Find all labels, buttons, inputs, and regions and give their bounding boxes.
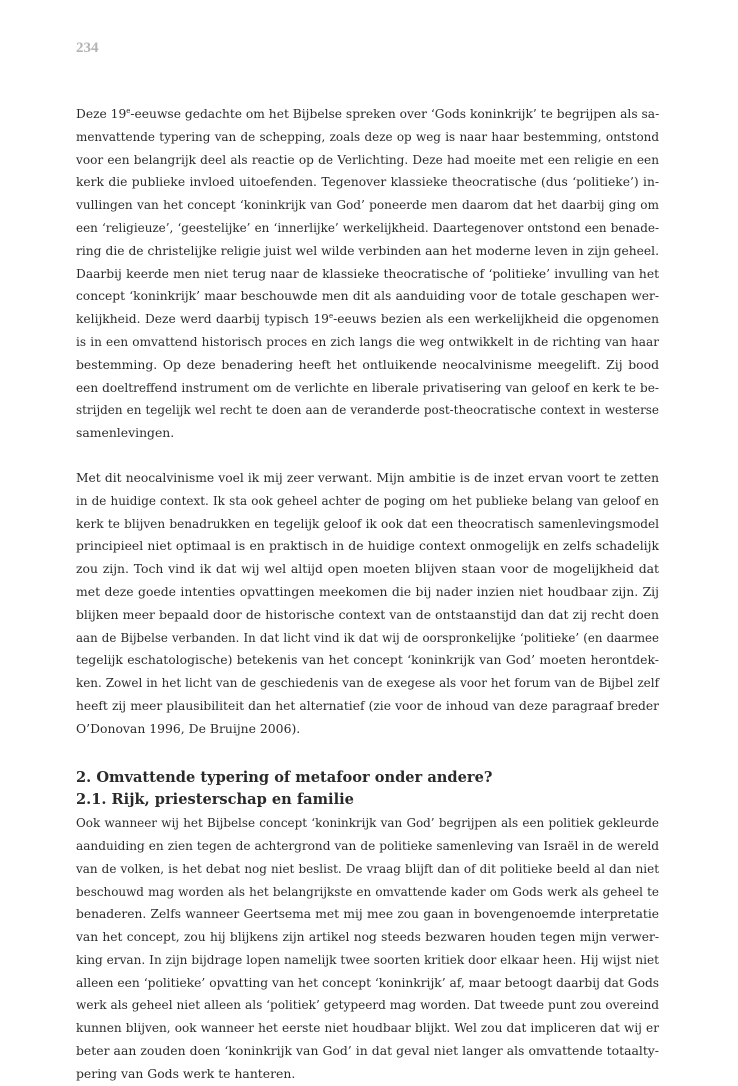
text-line: samenlevingen. xyxy=(76,425,175,441)
text-line: voor een belangrijk deel als reactie op de Verlichting. Deze had moeite met een religie en een xyxy=(76,152,659,167)
paragraph-spacer xyxy=(76,445,659,467)
text-line: in de huidige context. Ik sta ook geheel achter de poging om het publieke belang van geloof en xyxy=(76,493,659,508)
subsection-heading: 2.1. Rijk, priesterschap en familie xyxy=(76,791,354,809)
text-line: beschouwd mag worden als het belangrijkste en omvattende kader om Gods werk als geheel te xyxy=(76,884,659,899)
section-heading: 2. Omvattende typering of metafoor onder andere? xyxy=(76,768,493,786)
section-spacer xyxy=(76,741,659,767)
text-line: king ervan. In zijn bijdrage lopen namelijk twee soorten kritiek door elkaar heen. Hij wijst niet xyxy=(76,952,659,967)
text-line: bestemming. Op deze benadering heeft het ontluikende neocalvinisme meegelift. Zij bood xyxy=(76,356,659,372)
text-line: pering van Gods werk te hanteren. xyxy=(76,1065,296,1081)
text-line: alleen een ‘politieke’ opvatting van het concept ‘koninkrijk’ af, maar betoogt daarbij dat Gods xyxy=(76,975,660,990)
text-line: Ook wanneer wij het Bijbelse concept ‘koninkrijk van God’ begrijpen als een politiek gekleurde xyxy=(76,816,659,831)
text-line: een doeltreffend instrument om de verlichte en liberale privatisering van geloof en kerk te be- xyxy=(76,380,659,395)
paragraph-3 xyxy=(76,812,659,1086)
text-line: is in een omvattend historisch proces en zich langs die weg ontwikkelt in de richting van haar xyxy=(76,334,659,349)
text-line: tegelijk eschatologische) betekenis van het concept ‘koninkrijk van God’ moeten herontdek- xyxy=(76,652,659,668)
text-line: concept ‘koninkrijk’ maar beschouwde men dit als aanduiding voor de totale geschapen wer- xyxy=(76,289,659,304)
text-line: ken. Zowel in het licht van de geschiedenis van de exegese als voor het forum van de Bijbel zelf xyxy=(76,676,659,691)
text-line: principieel niet optimaal is en praktisch in de huidige context onmogelijk en zelfs schadelijk xyxy=(76,538,659,554)
paragraph-2 xyxy=(76,467,659,741)
text-line: blijken meer bepaald door de historische context van de ontstaanstijd dan dat zij recht doen xyxy=(76,606,659,622)
text-line: kerk te blijven benadrukken en tegelijk geloof ik ook dat een theocratisch samenlevingsmodel xyxy=(76,516,659,531)
text-line: heeft zij meer plausibiliteit dan het alternatief (zie voor de inhoud van deze paragraaf breder xyxy=(76,698,659,713)
text-line: zou zijn. Toch vind ik dat wij wel altijd open moeten blijven staan voor de mogelijkheid dat xyxy=(76,561,659,577)
text-line: Daarbij keerde men niet terug naar de klassieke theocratische of ‘politieke’ invulling van het xyxy=(76,266,659,281)
text-line: benaderen. Zelfs wanneer Geertsema met mij mee zou gaan in bovengenoemde interpretatie xyxy=(76,907,659,922)
text-line: aanduiding en zien tegen de achtergrond van de politieke samenleving van Israël in de wereld xyxy=(76,838,659,853)
text-line: met deze goede intenties opvattingen meekomen die bij nader inzien niet houdbaar zijn. Zij xyxy=(76,583,659,599)
text-line: aan de Bijbelse verbanden. In dat licht vind ik dat wij de oorspronkelijke ‘politieke’ (en daarmee xyxy=(76,630,659,645)
text-line: werk als geheel niet alleen als ‘politiek’ getypeerd mag worden. Dat tweede punt zou overeind xyxy=(76,998,659,1013)
text-line: beter aan zouden doen ‘koninkrijk van God’ in dat geval niet langer als omvattende totaalty- xyxy=(76,1043,659,1059)
text-line: Met dit neocalvinisme voel ik mij zeer verwant. Mijn ambitie is de inzet ervan voort te zetten xyxy=(76,470,659,485)
text-line: strijden en tegelijk wel recht te doen aan de veranderde post-theocratische context in westerse xyxy=(76,403,659,418)
text-line: O’Donovan 1996, De Bruijne 2006). xyxy=(76,720,301,736)
text-line: Deze 19e-eeuwse gedachte om het Bijbelse spreken over ‘Gods koninkrijk’ te begrijpen als sa- xyxy=(76,106,660,121)
text-line: een ‘religieuze’, ‘geestelijke’ en ‘innerlijke’ werkelijkheid. Daartegenover ontstond een benade- xyxy=(76,220,659,235)
text-line: ring die de christelijke religie juist wel wilde verbinden aan het moderne leven in zijn geheel. xyxy=(76,243,659,258)
paragraph-1 xyxy=(76,103,659,445)
text-line: kunnen blijven, ook wanneer het eerste niet houdbaar blijkt. Wel zou dat impliceren dat wij er xyxy=(76,1021,659,1036)
text-line: vullingen van het concept ‘koninkrijk van God’ poneerde men daarom dat het daarbij ging om xyxy=(76,198,659,213)
text-line: menvattende typering van de schepping, zoals deze op weg is naar haar bestemming, ontstond xyxy=(76,129,659,144)
text-line: kerk die publieke invloed uitoefenden. Tegenover klassieke theocratische (dus ‘politieke’) in- xyxy=(76,175,659,190)
text-line: van de volken, is het debat nog niet beslist. De vraag blijft dan of dit politieke beeld al dan niet xyxy=(76,861,659,876)
body-text xyxy=(76,103,659,1086)
page-number: 234 xyxy=(76,40,99,56)
text-line: kelijkheid. Deze werd daarbij typisch 19e-eeuws bezien als een werkelijkheid die opgenomen xyxy=(76,312,659,327)
text-line: van het concept, zou hij blijkens zijn artikel nog steeds bezwaren houden tegen mijn verwer- xyxy=(76,930,659,945)
